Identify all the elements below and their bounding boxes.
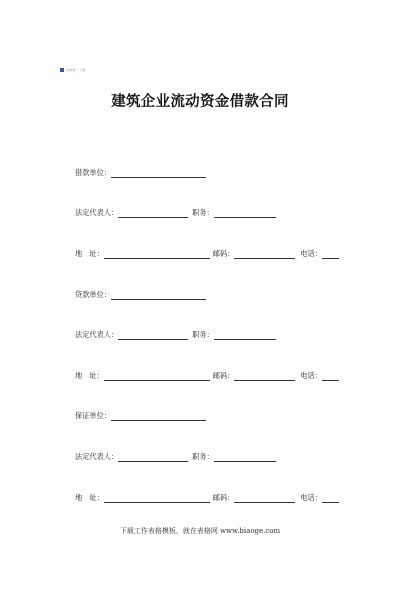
position-label: 职务： bbox=[192, 208, 214, 217]
guarantor-address-row bbox=[75, 491, 339, 503]
guarantor-row bbox=[75, 409, 206, 421]
postcode-blank bbox=[234, 493, 295, 503]
postcode-label: 邮码： bbox=[212, 493, 235, 502]
postcode-blank bbox=[234, 249, 295, 259]
address-label: 地 址： bbox=[75, 371, 104, 380]
lender-legal-rep-row bbox=[75, 328, 276, 340]
position-blank bbox=[214, 452, 276, 462]
legal-rep-label: 法定代表人： bbox=[75, 330, 119, 339]
position-label: 职务： bbox=[192, 452, 214, 461]
phone-label: 电话： bbox=[300, 371, 322, 380]
address-label: 地 址： bbox=[75, 493, 104, 502]
address-blank bbox=[104, 493, 210, 503]
legal-rep-label: 法定代表人： bbox=[75, 208, 119, 217]
legal-rep-blank bbox=[118, 330, 188, 340]
phone-blank bbox=[322, 493, 339, 503]
phone-blank bbox=[322, 371, 339, 381]
postcode-label: 邮码： bbox=[212, 249, 235, 258]
postcode-label: 邮码： bbox=[212, 371, 235, 380]
lender-label: 贷款单位： bbox=[75, 290, 111, 299]
borrower-blank bbox=[111, 168, 206, 178]
footer-text: 下载工作表格模板，就在表格网 www.biaoge.com bbox=[119, 527, 281, 535]
legal-rep-blank bbox=[118, 208, 188, 218]
position-label: 职务： bbox=[192, 330, 214, 339]
document-title: 建筑企业流动资金借款合同 bbox=[111, 94, 289, 110]
borrower-address-row bbox=[75, 247, 339, 259]
guarantor-blank bbox=[111, 411, 206, 421]
phone-blank bbox=[322, 249, 339, 259]
guarantor-legal-rep-row bbox=[75, 450, 276, 462]
borrower-label: 借款单位： bbox=[75, 168, 111, 177]
phone-label: 电话： bbox=[300, 493, 322, 502]
lender-row bbox=[75, 288, 206, 300]
legal-rep-blank bbox=[118, 452, 188, 462]
position-blank bbox=[214, 208, 276, 218]
lender-blank bbox=[111, 290, 206, 300]
legal-rep-label: 法定代表人： bbox=[75, 452, 119, 461]
position-blank bbox=[214, 330, 276, 340]
postcode-blank bbox=[234, 371, 295, 381]
borrower-legal-rep-row bbox=[75, 206, 276, 218]
site-logo bbox=[60, 68, 85, 72]
logo-mark-icon bbox=[60, 68, 64, 72]
phone-label: 电话： bbox=[300, 249, 322, 258]
logo-text: 表格网 · 下载 bbox=[66, 68, 86, 72]
address-label: 地 址： bbox=[75, 249, 104, 258]
guarantor-label: 保证单位： bbox=[75, 411, 111, 420]
borrower-row bbox=[75, 166, 206, 178]
lender-address-row bbox=[75, 369, 339, 381]
address-blank bbox=[104, 249, 210, 259]
address-blank bbox=[104, 371, 210, 381]
